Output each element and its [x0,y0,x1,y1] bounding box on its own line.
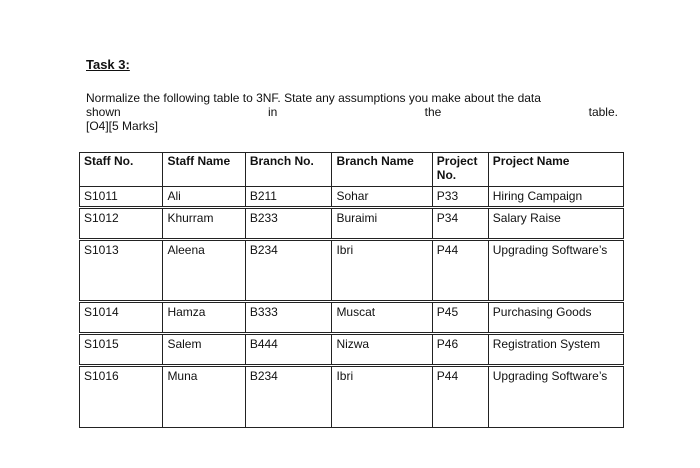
task-title: Task 3: [86,57,130,72]
cell-staff-no: S1016 [80,366,163,428]
cell-project-name: Upgrading Software’s [488,240,623,302]
cell-staff-name: Muna [163,366,245,428]
table-row [80,240,624,302]
instructions-line-2 [86,105,618,119]
cell-branch-name: Buraimi [332,208,432,240]
instructions [86,91,618,133]
cell-project-name: Hiring Campaign [488,187,623,208]
instructions-word: table. [588,105,618,119]
cell-project-name: Registration System [488,334,623,366]
cell-staff-name: Hamza [163,302,245,334]
header-branch-no: Branch No. [245,153,332,187]
table-row [80,302,624,334]
instructions-line-1: Normalize the following table to 3NF. State any assumptions you make about the data [86,91,541,105]
cell-staff-name: Salem [163,334,245,366]
cell-project-no: P45 [432,302,488,334]
cell-staff-no: S1012 [80,208,163,240]
cell-staff-name: Ali [163,187,245,208]
table-row [80,366,624,428]
cell-branch-no: B234 [245,240,332,302]
cell-project-no: P44 [432,240,488,302]
cell-project-no: P33 [432,187,488,208]
marks-label: [O4][5 Marks] [86,119,159,133]
cell-project-name: Upgrading Software’s [488,366,623,428]
cell-branch-name: Sohar [332,187,432,208]
cell-branch-no: B233 [245,208,332,240]
cell-branch-no: B333 [245,302,332,334]
cell-staff-name: Aleena [163,240,245,302]
cell-staff-no: S1011 [80,187,163,208]
cell-project-name: Purchasing Goods [488,302,623,334]
instructions-word: the [424,105,442,119]
cell-project-no: P34 [432,208,488,240]
cell-branch-name: Ibri [332,240,432,302]
header-branch-name: Branch Name [332,153,432,187]
header-project-name: Project Name [488,153,623,187]
cell-staff-no: S1014 [80,302,163,334]
table-row [80,187,624,208]
cell-branch-name: Muscat [332,302,432,334]
header-staff-no: Staff No. [80,153,163,187]
table-row [80,208,624,240]
table-row [80,334,624,366]
cell-staff-name: Khurram [163,208,245,240]
cell-branch-name: Nizwa [332,334,432,366]
cell-project-no: P46 [432,334,488,366]
table-header-row [80,153,624,187]
instructions-word: shown [86,105,121,119]
cell-project-no: P44 [432,366,488,428]
instructions-word: in [267,105,278,119]
cell-staff-no: S1013 [80,240,163,302]
header-project-no: Project No. [432,153,488,187]
cell-project-name: Salary Raise [488,208,623,240]
unnormalized-table [79,152,624,428]
cell-staff-no: S1015 [80,334,163,366]
cell-branch-no: B211 [245,187,332,208]
header-staff-name: Staff Name [163,153,245,187]
cell-branch-name: Ibri [332,366,432,428]
cell-branch-no: B444 [245,334,332,366]
cell-branch-no: B234 [245,366,332,428]
